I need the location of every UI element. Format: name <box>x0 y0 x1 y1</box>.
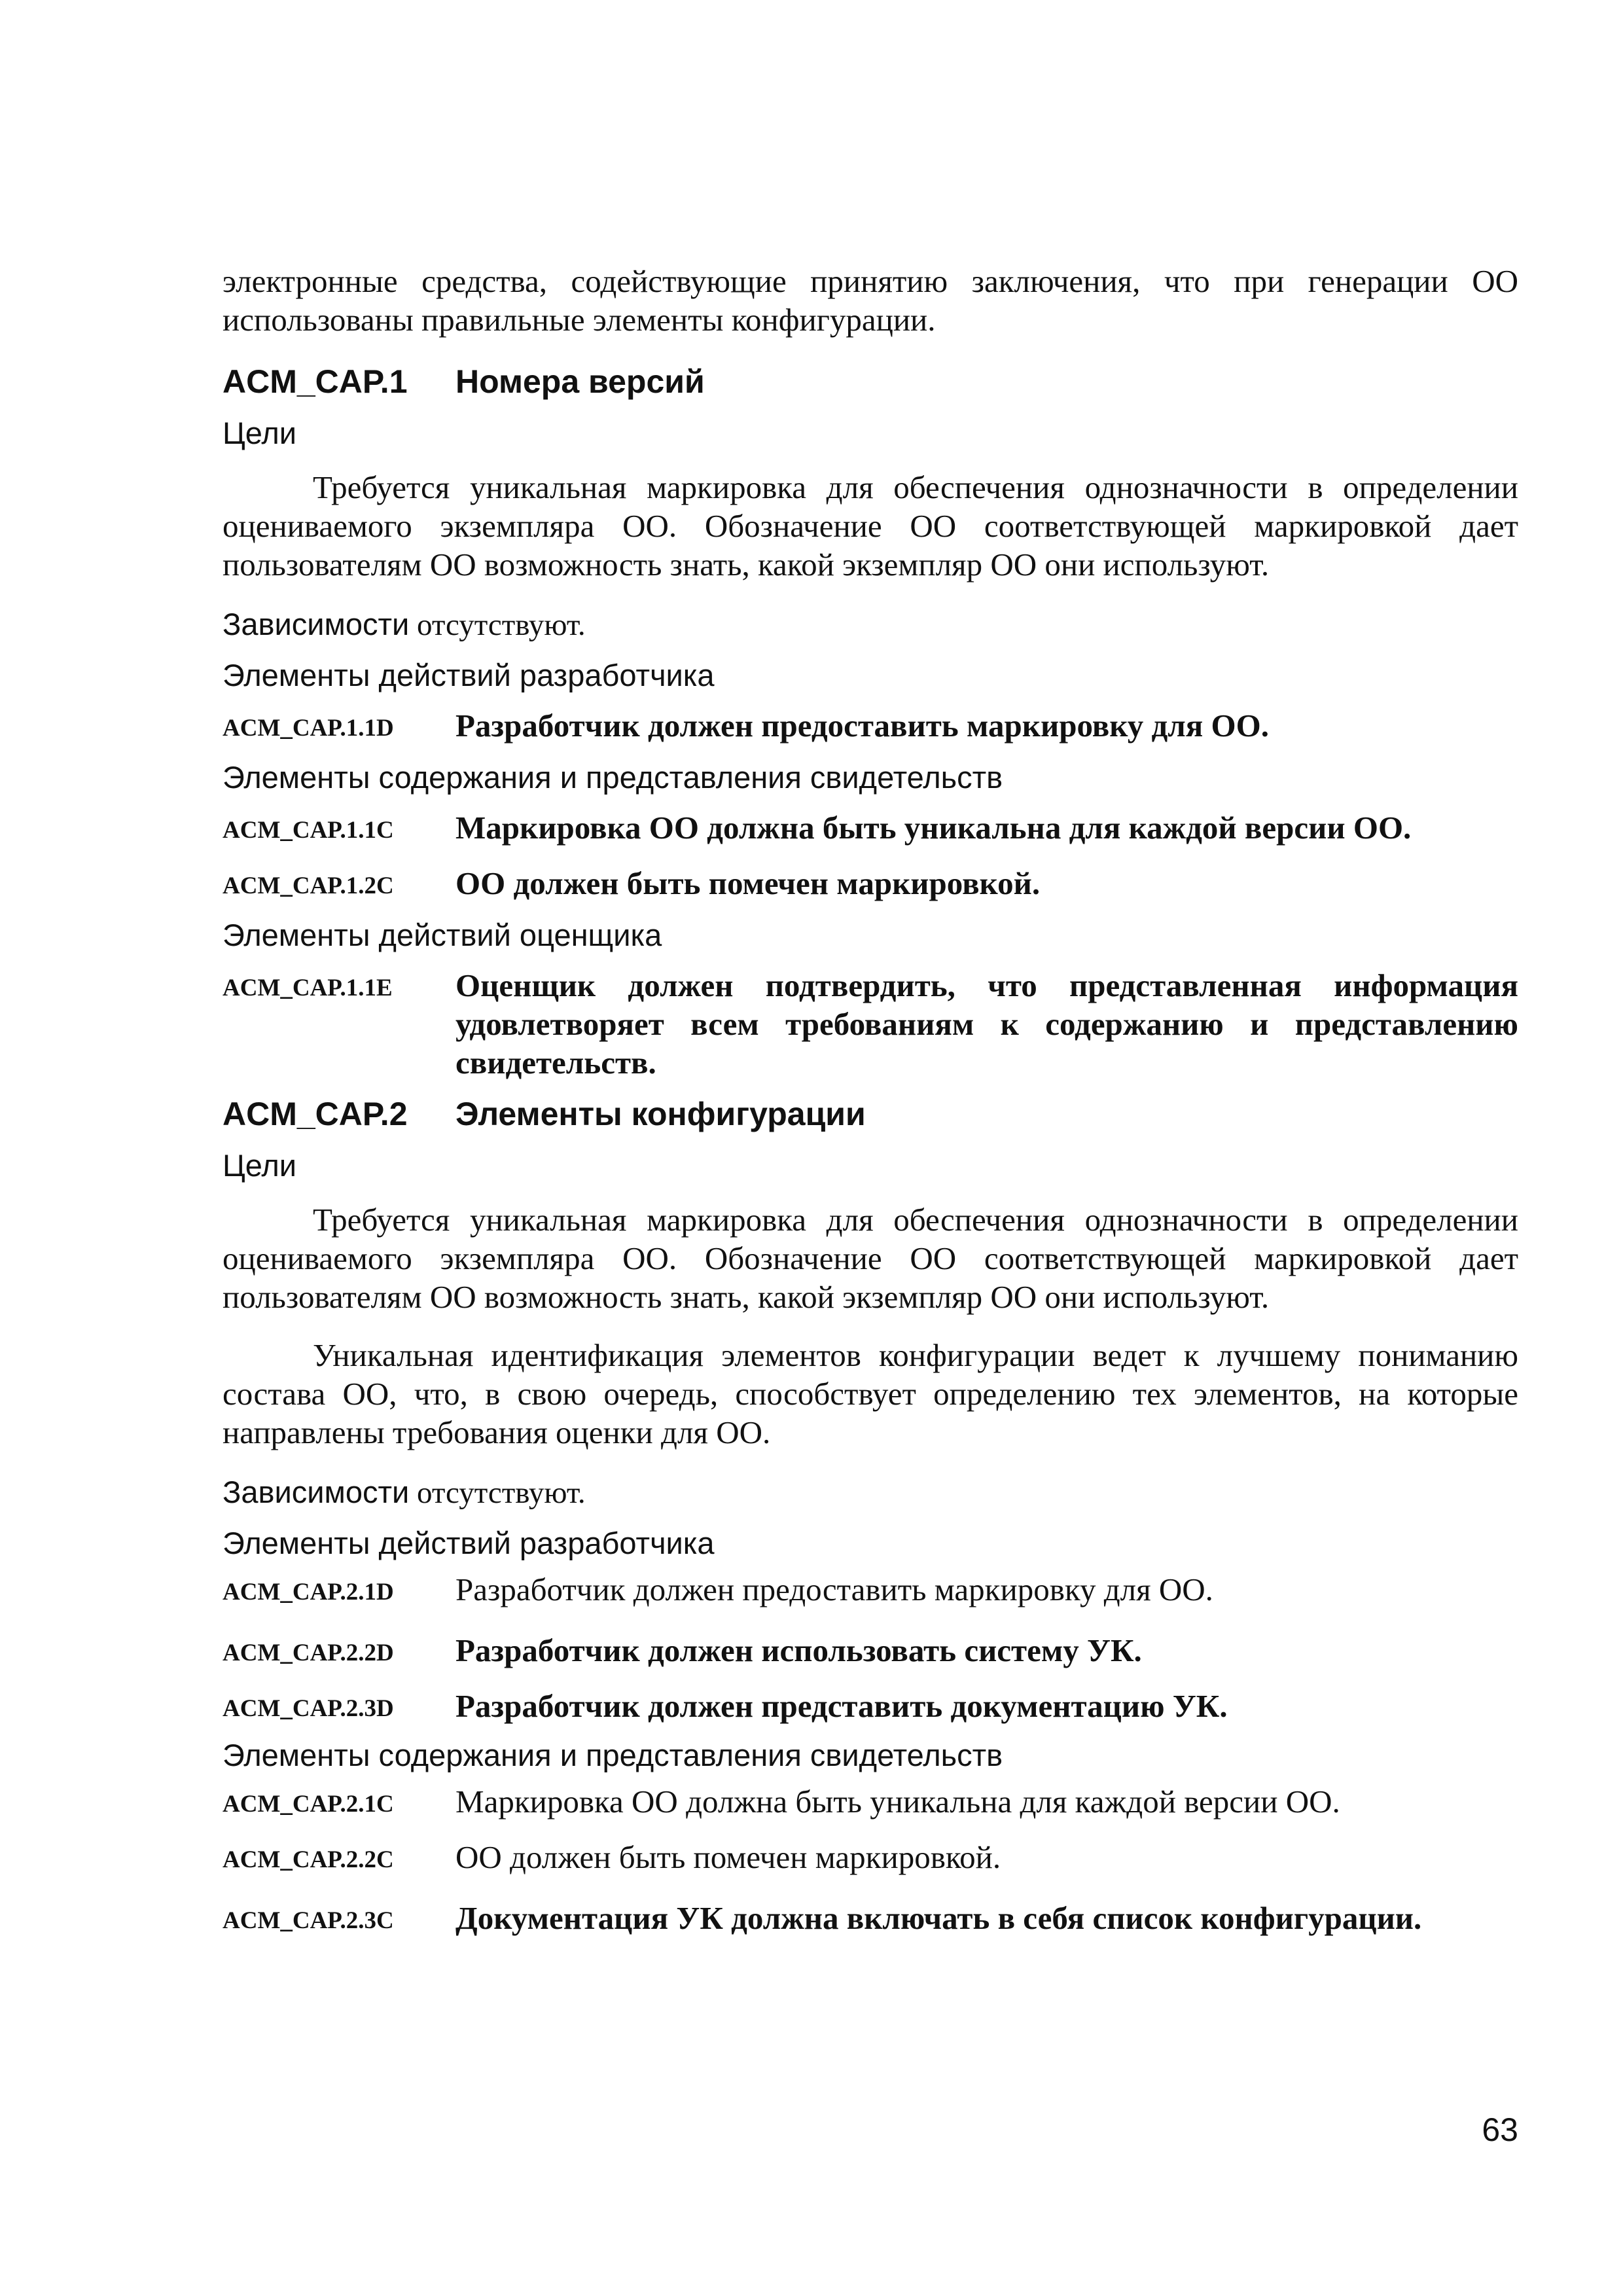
element-row <box>223 1838 1518 1879</box>
objectives-label: Цели <box>223 416 297 450</box>
dependencies-value: отсутствуют. <box>417 1476 586 1510</box>
element-code: ACM_CAP.2.3C <box>223 1907 394 1934</box>
element-text: Маркировка ОО должна быть уникальна для каждой версии ОО. <box>455 810 1412 846</box>
element-row <box>223 1899 1518 1940</box>
element-row <box>223 808 1518 850</box>
objectives-paragraph: Уникальная идентификация элементов конфигурации ведет к лучшему пониманию состава ОО, что, в свою очередь, способствует определению тех элементов, на которые направлены требования оценки для ОО. <box>223 1337 1518 1450</box>
intro-paragraph: электронные средства, содействующие принятию заключения, что при генерации ОО использованы правильные элементы конфигурации. <box>223 263 1518 338</box>
section-heading <box>223 1095 1518 1133</box>
element-row <box>223 864 1518 905</box>
element-text: Разработчик должен предоставить маркировку для ОО. <box>455 1571 1213 1607</box>
document-page <box>223 262 1518 1940</box>
dependencies-label: Зависимости <box>223 1475 410 1509</box>
element-text: Разработчик должен использовать систему УК. <box>455 1632 1142 1668</box>
element-code: ACM_CAP.2.2D <box>223 1640 394 1666</box>
developer-elements-label: Элементы действий разработчика <box>223 658 715 692</box>
element-text: Оценщик должен подтвердить, что представленная информация удовлетворяет всем требованиям к содержанию и представлению свидетельств. <box>455 967 1518 1081</box>
element-code: ACM_CAP.2.3D <box>223 1695 394 1722</box>
dependencies-line <box>223 1474 1518 1511</box>
section-code: ACM_CAP.2 <box>223 1096 408 1132</box>
section-title: Элементы конфигурации <box>455 1096 866 1132</box>
element-text: ОО должен быть помечен маркировкой. <box>455 865 1041 901</box>
element-row <box>223 1687 1518 1728</box>
dependencies-line <box>223 606 1518 643</box>
element-code: ACM_CAP.1.2C <box>223 872 394 899</box>
objectives-paragraph: Требуется уникальная маркировка для обеспечения однозначности в определении оцениваемого экземпляра ОО. Обозначение ОО соответствующей маркировкой дает пользователям ОО возможность знать, какой экземпляр ОО они используют. <box>223 469 1518 583</box>
element-row <box>223 966 1518 1082</box>
evaluator-elements-label: Элементы действий оценщика <box>223 918 662 952</box>
dependencies-value: отсутствуют. <box>417 608 586 642</box>
section-title: Номера версий <box>455 363 705 400</box>
element-text: Документация УК должна включать в себя список конфигурации. <box>455 1900 1422 1936</box>
element-text: Разработчик должен представить документацию УК. <box>455 1688 1228 1724</box>
section-heading <box>223 363 1518 401</box>
element-text: ОО должен быть помечен маркировкой. <box>455 1839 1001 1875</box>
objectives-label: Цели <box>223 1148 297 1183</box>
dependencies-label: Зависимости <box>223 607 410 641</box>
element-code: ACM_CAP.2.1C <box>223 1791 394 1818</box>
element-code: ACM_CAP.2.1D <box>223 1579 394 1605</box>
element-code: ACM_CAP.1.1D <box>223 715 394 742</box>
page-number: 63 <box>1482 2111 1518 2148</box>
content-elements-label: Элементы содержания и представления свидетельств <box>223 760 1003 795</box>
element-text: Разработчик должен предоставить маркировку для ОО. <box>455 708 1270 744</box>
element-row <box>223 1570 1518 1611</box>
element-row <box>223 1631 1518 1672</box>
element-row <box>223 706 1518 747</box>
element-text: Маркировка ОО должна быть уникальна для каждой версии ОО. <box>455 1784 1340 1820</box>
objectives-paragraph: Требуется уникальная маркировка для обеспечения однозначности в определении оцениваемого экземпляра ОО. Обозначение ОО соответствующей маркировкой дает пользователям ОО возможность знать, какой экземпляр ОО они используют. <box>223 1202 1518 1315</box>
content-elements-label: Элементы содержания и представления свидетельств <box>223 1738 1003 1772</box>
section-code: ACM_CAP.1 <box>223 363 408 400</box>
developer-elements-label: Элементы действий разработчика <box>223 1526 715 1560</box>
element-code: ACM_CAP.1.1E <box>223 975 393 1001</box>
element-code: ACM_CAP.1.1C <box>223 817 394 844</box>
element-row <box>223 1782 1518 1823</box>
element-code: ACM_CAP.2.2C <box>223 1846 394 1873</box>
